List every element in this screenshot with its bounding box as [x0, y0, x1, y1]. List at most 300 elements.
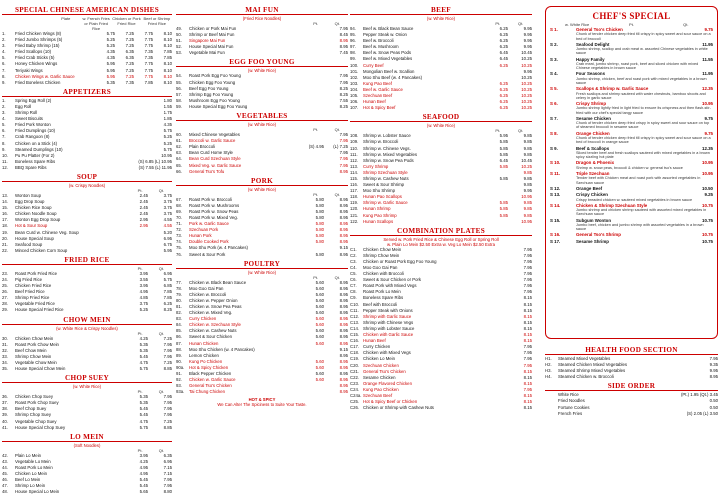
item-price: 8.10 [163, 67, 172, 73]
item-description: Jumbo shrimp lightly fried in light fried to ensure its crispness and then flash-stir-fried with our chef's special tangy sauce [576, 106, 711, 115]
item-name: Plain Lo Mein [15, 452, 42, 458]
item-name: BBQ Spare Ribs [15, 164, 47, 170]
item-price: 9.95 [523, 32, 532, 38]
item-number: 119. [350, 200, 359, 206]
item-number: C2. [350, 252, 357, 258]
item-number: 93. [176, 383, 182, 389]
item-price: 7.95 [163, 394, 172, 400]
item-number: 93a. [176, 389, 185, 395]
item-price: 8.95 [339, 358, 348, 364]
chef-item-title [550, 239, 713, 244]
item-price: 5.85 [499, 139, 508, 145]
item-name: Chicken w. Black Bean Sauce [189, 279, 247, 285]
seafood-header-0: Pt. [495, 128, 501, 134]
item-price: 3.75 [163, 211, 172, 217]
item-name: Triple Szechuan [576, 170, 610, 176]
item-name: Shrimp w. Mixed Vegetables [363, 151, 417, 157]
item-price: 5.80 [315, 251, 324, 257]
item-price: 6.25 [499, 26, 508, 31]
item-name: Fried Noodles [558, 398, 585, 404]
item-number: C19. [350, 356, 360, 362]
item-name: Pu Pu Platter (For 2) [15, 152, 55, 158]
item-price: 6.95 [163, 235, 172, 241]
item-price: 7.35 [125, 79, 134, 85]
item-price: 7.55 [339, 97, 348, 103]
item-description: Tender beef with Chicken meat and roast pork with assorted vegetables in Szechuan sauce [576, 176, 701, 185]
item-price: 8.95 [339, 389, 348, 395]
item-name: Lemon Chicken [189, 352, 219, 358]
item-name: Pepper Steak with Onions [363, 307, 413, 313]
item-number: 40. [2, 418, 8, 424]
item-number: 62. [176, 144, 182, 150]
item-price: 9.85 [523, 206, 532, 212]
item-number: C22. [350, 374, 360, 380]
item-number: 16. [2, 211, 8, 217]
item-price: 7.95 [523, 362, 532, 368]
item-price: 5.95 [106, 67, 115, 73]
item-price: 5.25 [106, 37, 115, 43]
item-price: 8.95 [339, 383, 348, 389]
chef-item-title [550, 192, 713, 197]
item-name: Fried Dumplings (10) [15, 128, 56, 134]
item-price: 8.15 [523, 332, 532, 338]
item-number: 46. [2, 477, 8, 483]
item-name: Moo Goo Gai Pan [189, 285, 224, 291]
item-price: 6.25 [499, 44, 508, 50]
item-price: 5.75 [139, 424, 148, 430]
item-name: Roast Pork w. Mushrooms [189, 202, 240, 208]
item-name: Plain Broccoli [189, 144, 216, 150]
item-name: Seafood Delight [576, 41, 610, 47]
item-price: 6.45 [499, 56, 508, 62]
item-price: 7.75 [144, 73, 153, 79]
item-price: 9.85 [523, 151, 532, 157]
item-price: 3.95 [139, 270, 148, 276]
item-number: 49. [176, 26, 182, 31]
item-price: 7.95 [163, 400, 172, 406]
item-price: 8.95 [339, 322, 348, 328]
item-price: 8.95 [339, 38, 348, 44]
item-price: 7.75 [144, 61, 153, 67]
menu-item [176, 50, 348, 56]
item-name: Roast Pork Lo Mein [363, 289, 401, 295]
item-number: 50. [176, 32, 182, 38]
item-name: Beef & Scallops [576, 145, 610, 151]
item-price: 7.95 [709, 356, 718, 361]
item-number: 122. [350, 218, 359, 224]
item-number: 1. [2, 97, 6, 103]
item-name: Chicken on a Stick (4) [15, 140, 58, 146]
item-number: C14. [350, 325, 360, 331]
item-price: (S) 7.55 (L) 11.95 [138, 164, 172, 170]
item-number: 106. [350, 99, 359, 105]
item-price: 4.55 [163, 217, 172, 223]
item-price: 3.75 [139, 301, 148, 307]
item-name: Szechuan Beef [363, 392, 393, 398]
item-description: Chunk of tender chicken deep fried till crispy in spicy sweet and sour sauce on a bed of broccoli in orange sauce [576, 136, 711, 145]
special-headers [2, 16, 172, 31]
item-price: 0.50 [709, 404, 718, 410]
item-name: French Fries [558, 410, 583, 416]
item-price: 7.75 [144, 67, 153, 73]
item-price: 8.95 [339, 297, 348, 303]
item-number: 78. [176, 285, 182, 291]
item-number: 10. [2, 152, 8, 158]
item-number: C20. [350, 362, 360, 368]
maifun-section-note: (Fried Rice Noodles) [242, 16, 282, 21]
item-price: 9.25 [704, 192, 713, 198]
item-number: 7. [2, 67, 6, 73]
item-number: C21. [350, 368, 360, 374]
item-price: 7.25 [125, 43, 134, 49]
item-description: Chunk of tender chicken deep fried till crispy in spicy sweet and sour sauce on a bed of broccoli [576, 32, 711, 41]
item-price: 5.80 [315, 208, 324, 214]
item-number: S 2. [550, 41, 558, 47]
item-name: Pork w. Garlic Sauce [189, 221, 229, 227]
item-number: 77. [176, 279, 182, 285]
lomein-section-note: (Soft Noodles) [73, 442, 101, 448]
vegetables-header-1: Qt. [334, 127, 340, 133]
item-name: Sweet & Sour Chicken or Pork [363, 277, 422, 283]
item-price: 5.80 [315, 221, 324, 227]
chef-item-title [550, 232, 713, 237]
item-name: House Special Chop Suey [15, 424, 66, 430]
item-number: 34. [2, 359, 8, 365]
item-price: 5.80 [315, 202, 324, 208]
menu-item [545, 374, 718, 380]
item-price: 8.45 [339, 32, 348, 38]
item-price: 5.35 [106, 79, 115, 85]
item-price: 7.95 [523, 350, 532, 356]
item-price: 8.15 [523, 325, 532, 331]
item-name: Vegetable Mai Fun [189, 50, 225, 56]
item-description: Sliced tender beef and fresh scallops sauteed with mixed vegetables in a brown spicy sizzling hot plate [576, 150, 710, 160]
item-name: Beef w. Black Bean Sauce [363, 26, 414, 31]
item-number: 65. [176, 162, 182, 168]
item-price: 4.95 [139, 289, 148, 295]
item-price: 7.85 [163, 295, 172, 301]
item-price: 6.45 [499, 50, 508, 56]
item-name: Mixed Chinese Vegetables [189, 132, 240, 138]
item-number: 5. [2, 122, 6, 128]
item-number: 121. [350, 212, 359, 218]
soup-header-0: Pt. [137, 187, 143, 193]
item-name: Moo Shu Pork (w. 4 Pancakes) [189, 245, 248, 251]
item-number: 89. [176, 352, 182, 358]
item-name: Chicken Egg Foo Young [189, 79, 236, 85]
item-price: 12.35 [702, 145, 713, 151]
item-number: 97. [350, 44, 356, 50]
item-number: 39. [2, 412, 8, 418]
item-name: Egg Roll [15, 103, 32, 109]
item-number: C12. [350, 313, 360, 319]
item-name: Shrimp Egg Foo Young [189, 91, 234, 97]
item-number: C15. [350, 332, 360, 338]
item-price: 5.20 [163, 229, 172, 235]
menu-column-1 [2, 4, 172, 495]
chef-item-title [550, 186, 713, 191]
item-price: 10.95 [521, 218, 532, 224]
item-name: Shrimp w. Broccoli [363, 139, 399, 145]
item-price: 5.35 [139, 394, 148, 400]
item-number: 107. [350, 105, 359, 111]
item-number: 73. [176, 233, 182, 239]
item-price: 8.95 [339, 328, 348, 334]
item-name: Sweet & Sour Pork [189, 251, 226, 257]
chef-special-item [550, 171, 713, 185]
item-price: 7.25 [163, 418, 172, 424]
menu-item [176, 389, 348, 395]
item-name: Chicken with Mixed Vegs [363, 350, 411, 356]
item-price: 8.15 [523, 301, 532, 307]
item-name: Beef w. Mushroom [363, 44, 399, 50]
item-price: (S) 6.85 (L) 10.95 [138, 158, 172, 164]
item-price: 1.75 [163, 110, 172, 116]
item-number: 55. [176, 79, 182, 85]
item-price: 9.95 [523, 188, 532, 194]
item-number: 42. [2, 452, 8, 458]
special-section-title: SPECIAL CHINESE AMERICAN DISHES [2, 6, 172, 15]
item-price: 10.95 [161, 152, 172, 158]
item-name: Roast Pork with Mixed Vegs [363, 283, 417, 289]
item-price: 2.95 [139, 217, 148, 223]
item-name: Moo Goo Gai Pan [363, 265, 398, 270]
item-price: 5.85 [499, 163, 508, 169]
item-number: 117. [350, 188, 359, 194]
item-name: Tai Chung Chicken [189, 389, 226, 395]
item-price: 5.60 [315, 328, 324, 334]
beef-section-title: BEEF [350, 6, 532, 15]
item-price: 9.95 [523, 44, 532, 50]
item-price: 8.80 [163, 489, 172, 495]
item-price: 7.95 [339, 132, 348, 138]
item-price: 5.60 [315, 297, 324, 303]
item-name: Szechuan Pork [189, 227, 219, 233]
item-price: (S) 2.05 (L) 3.50 [686, 410, 718, 416]
item-number: 114. [350, 169, 359, 175]
item-name: Sesame Chicken [363, 374, 396, 380]
item-name: Singapore Mai Fun [189, 38, 226, 44]
item-number: 36. [2, 394, 8, 400]
item-price: 5.35 [139, 341, 148, 347]
menu-column-3 [350, 4, 532, 411]
item-number: C8. [350, 289, 357, 295]
item-price: 5.60 [315, 334, 324, 340]
item-price: 11.95 [702, 41, 713, 47]
item-number: 86. [176, 334, 182, 340]
item-price: 8.95 [339, 251, 348, 257]
item-number: C3. [350, 258, 357, 264]
item-name: Beef Egg Foo Young [189, 85, 229, 91]
item-number: 58. [176, 97, 182, 103]
item-number: 92. [176, 377, 182, 383]
item-name: Roast Pork w. Broccoli [189, 196, 232, 202]
item-price: 4.85 [139, 295, 148, 301]
item-price: 3.55 [139, 277, 148, 282]
item-price: 9.85 [523, 182, 532, 188]
chowmein-header-0: Pt. [137, 330, 143, 336]
item-number: 76. [176, 251, 182, 257]
item-number: 63. [176, 150, 182, 156]
item-price: 2.45 [139, 205, 148, 211]
item-price: 5.60 [315, 310, 324, 316]
item-number: 2. [2, 37, 6, 43]
chowmein-section-note: (w. White Rice & Crispy Noodles) [56, 325, 118, 331]
item-name: Four Seasons [576, 71, 606, 77]
item-price: (Pt.) 1.95 (Qt.) 3.45 [680, 392, 718, 398]
item-price: 8.95 [339, 352, 348, 358]
item-name: Sweet Biscuits [15, 116, 43, 122]
item-name: Fried Scallops (10) [15, 49, 52, 55]
item-number: S 11. [550, 170, 561, 176]
item-number: 27. [2, 295, 8, 301]
item-name: Orange Chicken [576, 130, 610, 136]
item-name: Curry Chicken [363, 344, 391, 350]
item-number: 113. [350, 163, 359, 169]
item-name: Shrimp with Lobster Sauce [363, 325, 415, 331]
item-price: 8.15 [523, 295, 532, 301]
item-number: S 15. [550, 217, 561, 223]
item-name: Chicken or Shrimp with Cashew Nuts [363, 405, 434, 411]
item-price: 5.35 [139, 347, 148, 353]
item-number: 88. [176, 346, 182, 352]
item-price [300, 389, 324, 395]
item-number: 85. [176, 328, 182, 334]
item-price: 7.25 [163, 359, 172, 365]
item-name: Chicken Lo Mein [363, 356, 396, 362]
item-name: Beef w. Garlic Sauce [363, 86, 403, 92]
item-number: S 17. [550, 238, 561, 244]
item-price: 7.95 [163, 406, 172, 412]
item-name: Sesame Shrimp [576, 238, 609, 244]
item-number: 35. [2, 366, 8, 372]
item-price: 5.25 [139, 307, 148, 313]
item-number: C16. [350, 338, 360, 344]
item-price: 5.85 [499, 151, 508, 157]
item-name: White Rice [558, 392, 579, 398]
pork-section-title: PORK [176, 177, 348, 186]
item-name: Curry Chicken [189, 316, 217, 322]
item-name: Mushroom Egg Foo Young [189, 97, 240, 103]
item-number: 66. [176, 168, 182, 174]
item-name: Hunan Chicken [189, 340, 219, 346]
item-price: 7.45 [339, 50, 348, 56]
item-number: 68. [176, 202, 182, 208]
chef-special-item [550, 160, 713, 170]
item-number: 6. [2, 61, 6, 67]
item-description: Jumbo shrimp and chicken shrimp sauteed with assorted mixed vegetables in Szechuan sauce [576, 208, 707, 217]
item-price: 12.35 [702, 86, 713, 92]
item-name: Shrimp w. Cashew Nuts [363, 175, 409, 181]
item-price: 5.60 [315, 371, 324, 377]
item-price: 8.95 [339, 340, 348, 346]
vegetables-header-0: Pt. [313, 127, 319, 133]
item-price: 8.95 [339, 310, 348, 316]
item-name: Fortune Cookies [558, 404, 590, 410]
item-number: 94. [350, 26, 356, 31]
item-price: 4.35 [163, 122, 172, 128]
maifun-header-0: Pt. [313, 21, 319, 26]
item-price: 5.80 [315, 227, 324, 233]
item-number: S 4. [550, 71, 558, 77]
item-number: 29. [2, 307, 8, 313]
item-price: 9.15 [339, 346, 348, 352]
item-price: 5.75 [163, 146, 172, 152]
item-price: 7.85 [163, 55, 172, 61]
item-price: 8.95 [339, 202, 348, 208]
item-price: 7.95 [339, 150, 348, 156]
item-name: Szechuan Chicken [363, 362, 399, 368]
item-number: 81. [176, 304, 182, 309]
item-price: 10.75 [702, 232, 713, 238]
item-price: 1.80 [163, 97, 172, 103]
item-number: 59. [176, 103, 182, 109]
menu-item [350, 105, 532, 111]
item-price: 5.45 [139, 477, 148, 483]
item-name: Vegetable Lo Mein [15, 458, 51, 464]
item-number: 112. [350, 157, 359, 163]
item-price: 2.45 [139, 192, 148, 198]
item-price: 5.60 [315, 377, 324, 383]
item-name: Orange Flavored Chicken [363, 380, 412, 386]
item-price: 7.95 [523, 356, 532, 362]
item-price: 7.25 [163, 335, 172, 341]
item-name: Chicken w. Mixed Veg. [189, 310, 233, 316]
combo-note-1: Served w. Pork Fried Rice & Chinese Egg Roll or Spring Roll [383, 236, 499, 242]
item-number: 56. [176, 85, 182, 91]
chef-special-item [550, 131, 713, 145]
item-price: 8.95 [339, 371, 348, 377]
item-number: C13. [350, 319, 360, 325]
item-name: Wonton Egg Drop Soup [15, 217, 61, 223]
item-price: 6.25 [499, 38, 508, 44]
item-price [300, 50, 324, 56]
item-number: S 3. [550, 56, 558, 62]
item-number: 101. [350, 68, 359, 74]
item-number: H1. [545, 356, 552, 361]
menu-item [2, 248, 172, 254]
item-number: 12. [2, 164, 8, 170]
chef-special-item [550, 27, 713, 41]
item-number: 33. [2, 353, 8, 359]
item-price: 7.95 [523, 289, 532, 295]
item-name: Hunan Shrimp [363, 206, 391, 212]
item-price: 7.95 [163, 483, 172, 489]
item-name: Scallops & Shrimp w. Garlic Sauce [576, 86, 649, 92]
item-price: 7.75 [144, 31, 153, 36]
special-header-spacer [2, 16, 51, 31]
item-price: 8.95 [339, 291, 348, 297]
item-name: Roast Pork Chop Suey [15, 400, 59, 406]
item-number: S 8. [550, 130, 558, 136]
item-description: Jumbo shrimp, scallop and crab meat w. assorted Chinese vegetables in white sauce [576, 47, 708, 56]
item-number: S 1. [550, 27, 558, 32]
item-price: 8.15 [523, 392, 532, 398]
item-price: 5.45 [139, 483, 148, 489]
item-price: 10.75 [702, 202, 713, 208]
item-number: 70. [176, 214, 182, 220]
item-name: Broccoli w. Garlic Sauce [189, 138, 236, 144]
item-price: 5.45 [139, 406, 148, 412]
item-number: 87. [176, 340, 182, 346]
item-name: Shrimp Roll [15, 110, 38, 116]
item-number: 3. [2, 43, 6, 49]
item-number: 48. [2, 489, 8, 495]
item-price: 0.50 [709, 398, 718, 404]
item-number: 2. [2, 103, 6, 109]
item-name: Orange Beef [576, 185, 603, 191]
item-number: 20. [2, 235, 8, 241]
